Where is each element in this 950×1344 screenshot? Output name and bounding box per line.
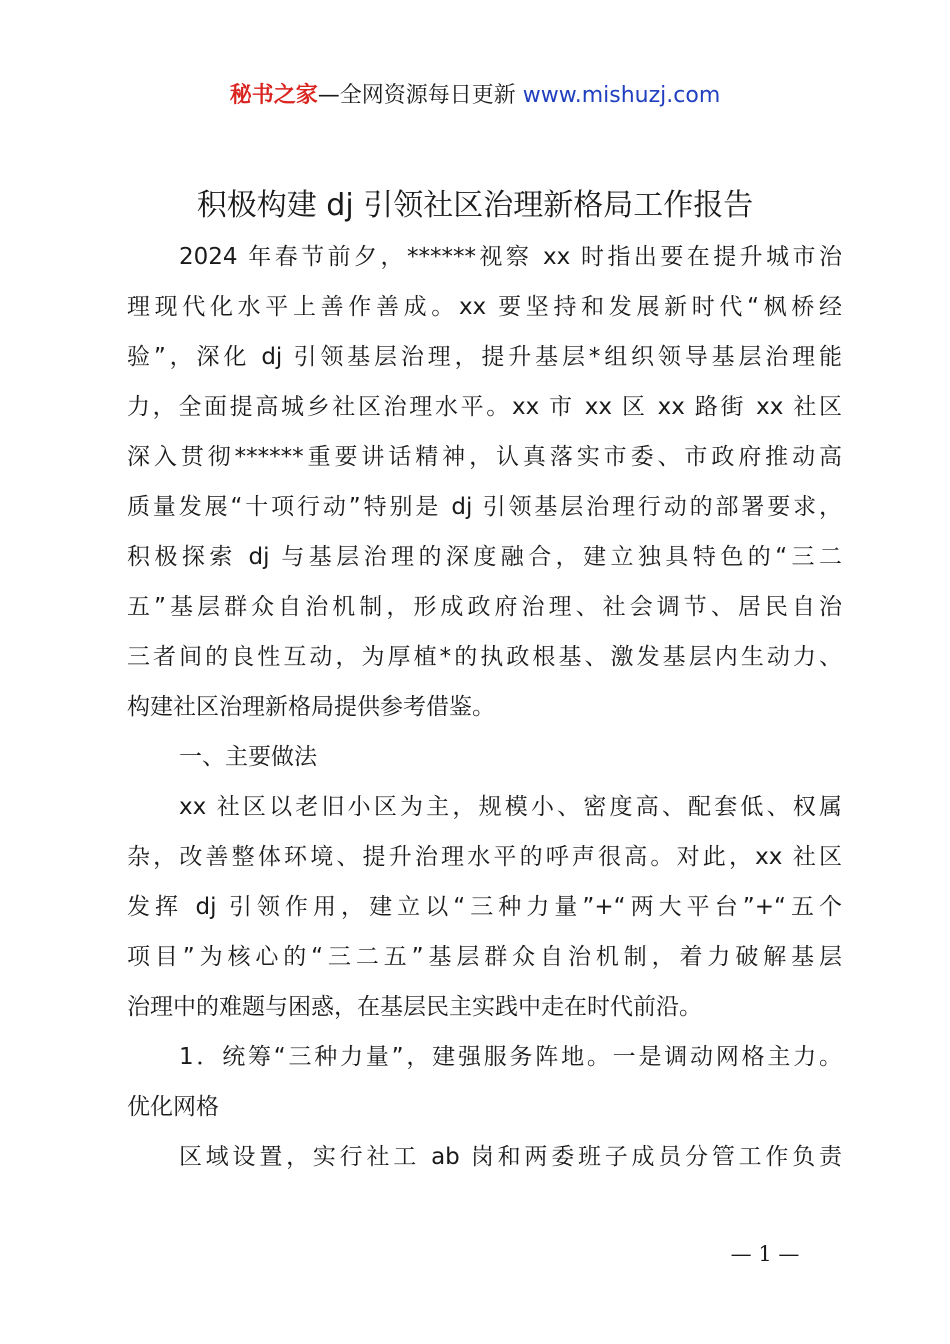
header-tagline: —全网资源每日更新	[317, 83, 516, 108]
document-title: 积极构建 dj 引领社区治理新格局工作报告	[196, 188, 754, 223]
paragraph-line: 深入贯彻******重要讲话精神，认真落实市委、市政府推动高	[127, 444, 842, 470]
document-body	[127, 232, 842, 1182]
paragraph-line: xx 社区以老旧小区为主，规模小、密度高、配套低、权属	[179, 794, 842, 820]
header-url[interactable]: www.mishuzj.com	[522, 83, 721, 108]
paragraph-line: 构建社区治理新格局提供参考借鉴。	[127, 694, 495, 720]
paragraph-line: 五”基层群众自治机制，形成政府治理、社会调节、居民自治	[127, 594, 842, 620]
paragraph-line: 积极探索 dj 与基层治理的深度融合，建立独具特色的“三二	[127, 544, 842, 570]
watermark-header	[0, 80, 950, 112]
paragraph-line: 理现代化水平上善作善成。xx 要坚持和发展新时代“枫桥经	[127, 294, 842, 320]
paragraph-line: 2024 年春节前夕，******视察 xx 时指出要在提升城市治	[179, 244, 842, 270]
page-number: — 1 —	[730, 1242, 800, 1266]
brand-name: 秘书之家	[229, 83, 318, 108]
paragraph-line: 1．统筹“三种力量”，建强服务阵地。一是调动网格主力。	[179, 1044, 842, 1070]
paragraph-line: 项目”为核心的“三二五”基层群众自治机制，着力破解基层	[127, 944, 842, 970]
paragraph-line: 发挥 dj 引领作用，建立以“三种力量”+“两大平台”+“五个	[127, 894, 842, 920]
paragraph-line: 区域设置，实行社工 ab 岗和两委班子成员分管工作负责	[179, 1144, 842, 1170]
paragraph-line: 力，全面提高城乡社区治理水平。xx 市 xx 区 xx 路街 xx 社区	[127, 394, 842, 420]
paragraph-line: 杂，改善整体环境、提升治理水平的呼声很高。对此，xx 社区	[127, 844, 842, 870]
paragraph-line: 验”，深化 dj 引领基层治理，提升基层*组织领导基层治理能	[127, 344, 842, 370]
paragraph-line: 质量发展“十项行动”特别是 dj 引领基层治理行动的部署要求，	[127, 494, 842, 520]
paragraph-line: 治理中的难题与困惑，在基层民主实践中走在时代前沿。	[127, 994, 702, 1020]
paragraph-line: 三者间的良性互动，为厚植*的执政根基、激发基层内生动力、	[127, 644, 842, 670]
paragraph-line: 优化网格	[127, 1094, 219, 1120]
section-heading: 一、主要做法	[179, 744, 317, 770]
